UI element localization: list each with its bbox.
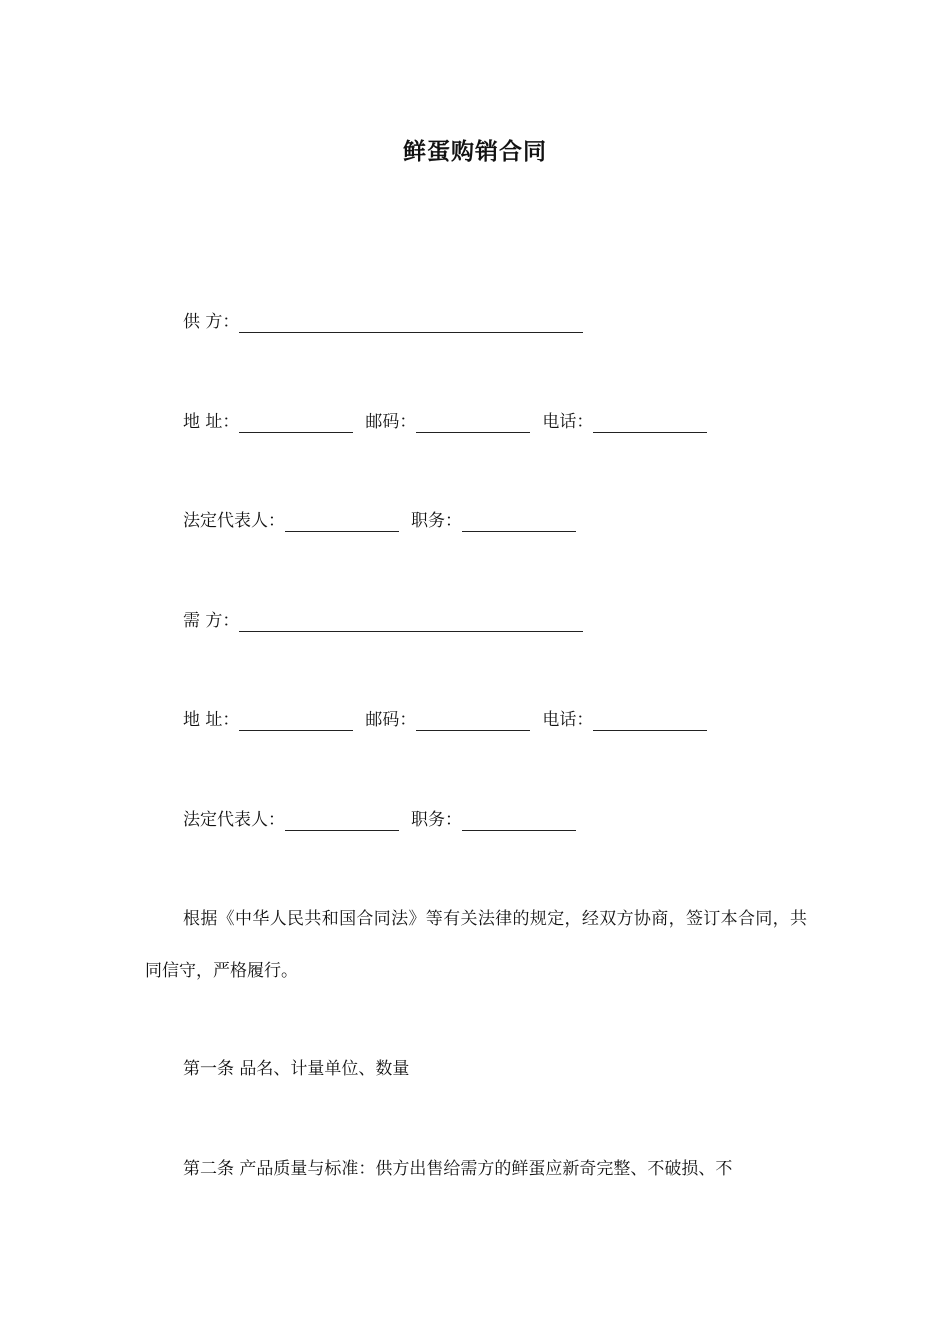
supplier-party-line [183, 311, 595, 333]
supplier-postcode-label: 邮码： [365, 412, 417, 432]
supplier-address-field[interactable] [239, 414, 353, 433]
supplier-phone-label: 电话： [542, 412, 594, 432]
buyer-party-field[interactable] [239, 613, 583, 632]
buyer-party-label: 需 方： [183, 611, 240, 631]
buyer-address-label: 地 址： [183, 710, 240, 730]
supplier-phone-field[interactable] [593, 414, 707, 433]
buyer-address-field[interactable] [239, 712, 353, 731]
buyer-position-field[interactable] [462, 812, 576, 831]
document-title: 鲜蛋购销合同 [403, 139, 547, 165]
supplier-rep-line [183, 510, 588, 532]
supplier-rep-label: 法定代表人： [183, 511, 285, 531]
buyer-address-line [183, 709, 719, 731]
supplier-position-label: 职务： [411, 511, 462, 531]
buyer-position-label: 职务： [411, 810, 462, 830]
preamble-paragraph: 根据《中华人民共和国合同法》等有关法律的规定，经双方协商，签订本合同，共同信守，严格履行。 [145, 909, 807, 981]
buyer-postcode-label: 邮码： [365, 710, 417, 730]
buyer-phone-label: 电话： [542, 710, 594, 730]
buyer-rep-label: 法定代表人： [183, 810, 285, 830]
buyer-phone-field[interactable] [593, 712, 707, 731]
supplier-party-label: 供 方： [183, 312, 240, 332]
buyer-rep-field[interactable] [285, 812, 399, 831]
article-2: 第二条 产品质量与标准：供方出售给需方的鲜蛋应新奇完整、不破损、不 [183, 1159, 733, 1179]
buyer-party-line [183, 610, 595, 632]
supplier-address-line [183, 411, 719, 433]
supplier-position-field[interactable] [462, 513, 576, 532]
article-1: 第一条 品名、计量单位、数量 [183, 1059, 410, 1079]
supplier-rep-field[interactable] [285, 513, 399, 532]
supplier-postcode-field[interactable] [416, 414, 530, 433]
supplier-party-field[interactable] [239, 314, 583, 333]
supplier-address-label: 地 址： [183, 412, 240, 432]
buyer-postcode-field[interactable] [416, 712, 530, 731]
buyer-rep-line [183, 809, 588, 831]
